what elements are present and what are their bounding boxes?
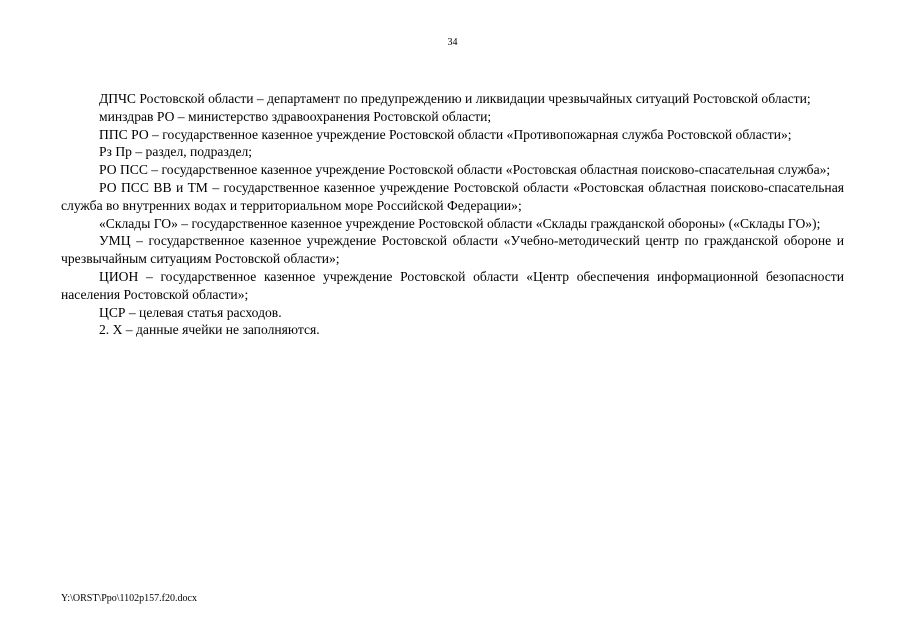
paragraph-minzdrav: минздрав РО – министерство здравоохранения Ростовской области; xyxy=(99,108,492,124)
paragraph-pps-ro: ППС РО – государственное казенное учреждение Ростовской области «Противопожарная служба Ростовской области»; xyxy=(99,126,792,142)
footer-file-path: Y:\ORST\Ppo\1102p157.f20.docx xyxy=(61,593,197,604)
paragraph-umc: УМЦ – государственное казенное учреждение Ростовской области «Учебно-методический центр по гражданской обороне и чрезвычайным ситуациям Ростовской области»; xyxy=(61,233,844,267)
paragraph-rz-pr: Рз Пр – раздел, подраздел; xyxy=(99,144,253,160)
paragraph-note-x: 2. Х – данные ячейки не заполняются. xyxy=(99,322,320,338)
paragraph-cion: ЦИОН – государственное казенное учреждение Ростовской области «Центр обеспечения информационной безопасности населения Ростовской области»; xyxy=(61,268,844,302)
paragraph-ro-pss-vv-tm: РО ПСС ВВ и ТМ – государственное казенное учреждение Ростовской области «Ростовская областная поисково-спасательная служба во внутренних водах и территориальном море Российской Федерации»; xyxy=(61,179,844,213)
paragraph-ro-pss: РО ПСС – государственное казенное учреждение Ростовской области «Ростовская областная поисково-спасательная служба»; xyxy=(99,162,831,178)
paragraph-csr: ЦСР – целевая статья расходов. xyxy=(99,304,282,320)
paragraph-dpchs: ДПЧС Ростовской области – департамент по предупреждению и ликвидации чрезвычайных ситуаций Ростовской области; xyxy=(99,91,811,106)
paragraph-sklady-go: «Склады ГО» – государственное казенное учреждение Ростовской области «Склады гражданской обороны» («Склады ГО»); xyxy=(99,215,821,231)
page-number: 34 xyxy=(447,37,458,48)
document-body xyxy=(61,90,844,339)
